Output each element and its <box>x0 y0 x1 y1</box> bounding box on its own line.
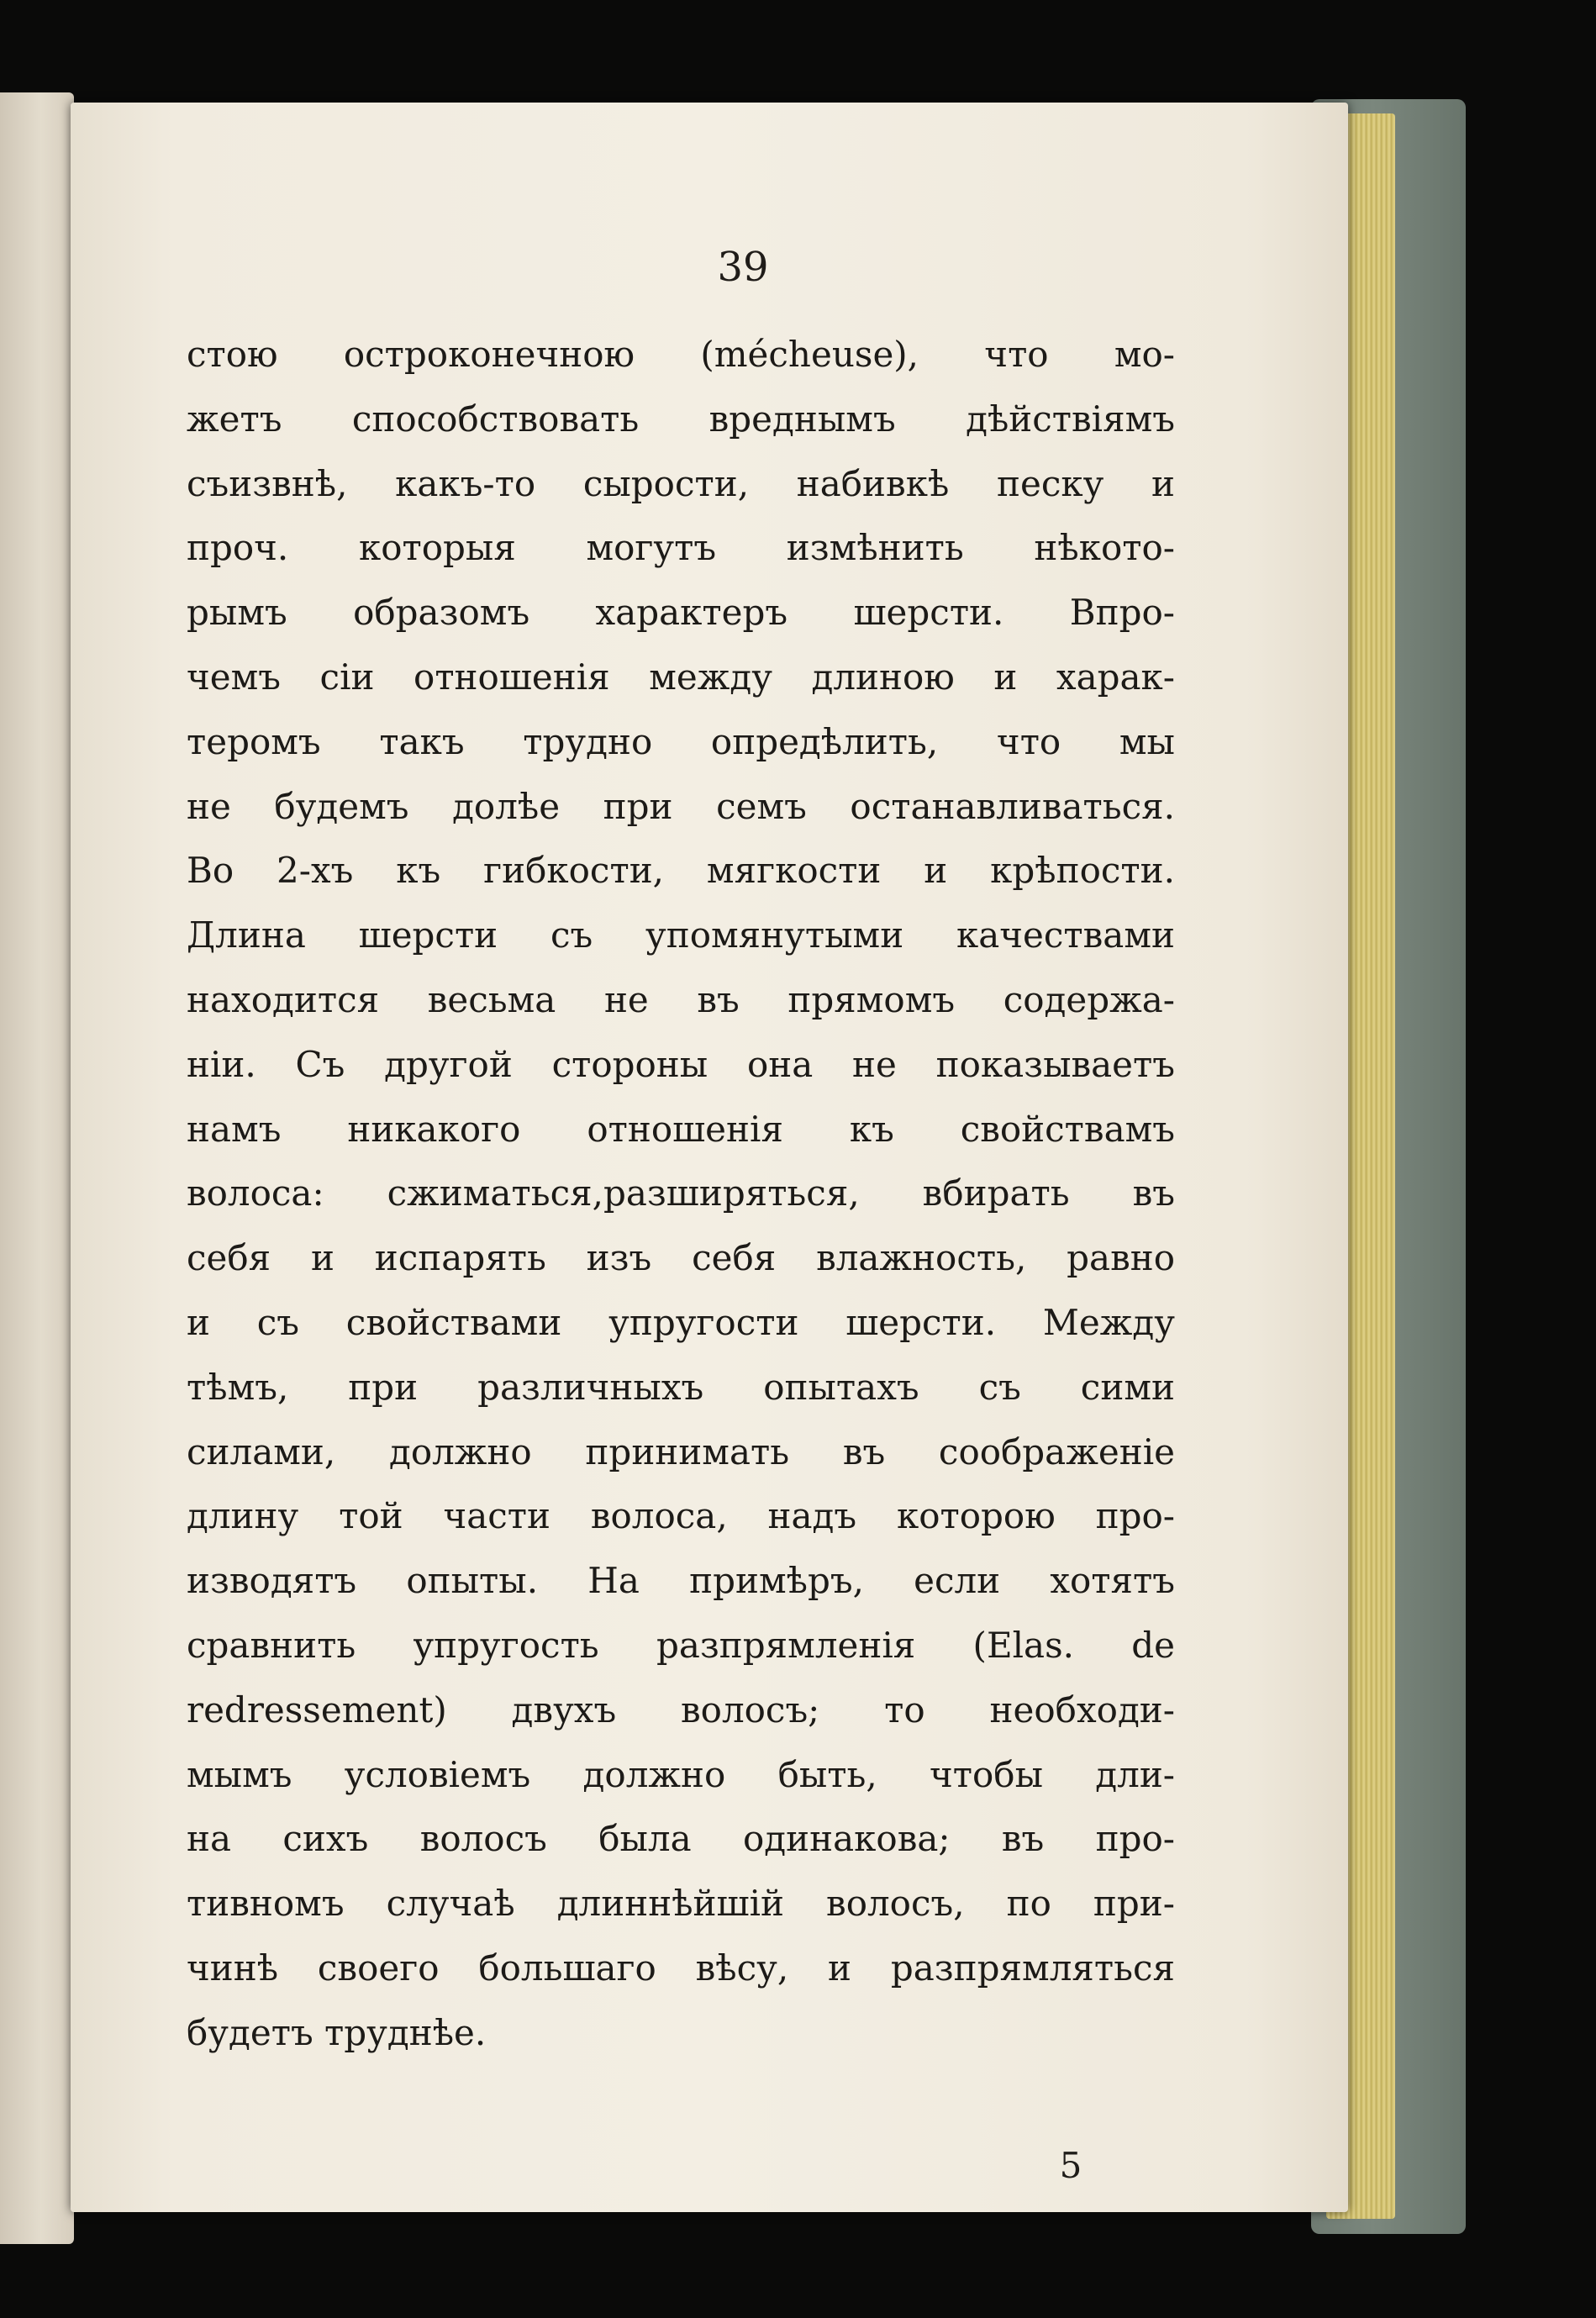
text-line: рымъ образомъ характеръ шерсти. Впро- <box>187 592 1175 634</box>
text-line: Во 2-хъ къ гибкости, мягкости и крѣпости. <box>187 850 1175 892</box>
text-line: силами, должно принимать въ соображеніе <box>187 1430 1175 1472</box>
text-line: будетъ труднѣе. <box>187 2011 487 2053</box>
text-line: чемъ сіи отношенія между длиною и харак- <box>187 656 1175 698</box>
text-line: длину той части волоса, надъ которою про- <box>187 1495 1175 1537</box>
text-line: волоса: сжиматься,разширяться, вбирать въ <box>187 1172 1175 1214</box>
text-line: мымъ условіемъ должно быть, чтобы дли- <box>187 1753 1175 1795</box>
text-line: тивномъ случаѣ длиннѣйшій волосъ, по при- <box>187 1883 1175 1925</box>
text-line: redressement) двухъ волосъ; то необходи- <box>187 1688 1175 1731</box>
text-line: сравнить упругость разпрямленія (Elas. de <box>187 1624 1175 1666</box>
signature-mark: 5 <box>1059 2145 1082 2186</box>
text-line: себя и испарять изъ себя влажность, равно <box>187 1237 1175 1279</box>
text-line: проч. которыя могутъ измѣнить нѣкото- <box>187 527 1175 569</box>
text-line: теромъ такъ трудно опредѣлить, что мы <box>187 720 1175 762</box>
body-text <box>187 323 1175 2066</box>
text-line: тѣмъ, при различныхъ опытахъ съ сими <box>187 1366 1175 1408</box>
previous-page-edge <box>0 92 74 2244</box>
text-line: не будемъ долѣе при семъ останавливаться. <box>187 785 1175 827</box>
text-line: намъ никакого отношенія къ свойствамъ <box>187 1108 1175 1150</box>
text-line: на сихъ волосъ была одинакова; въ про- <box>187 1818 1175 1860</box>
text-line: ніи. Съ другой стороны она не показываетъ <box>187 1043 1175 1085</box>
text-line: съизвнѣ, какъ-то сырости, набивкѣ песку и <box>187 462 1175 504</box>
text-line: находится весьма не въ прямомъ содержа- <box>187 978 1175 1020</box>
text-line: стою остроконечною (mécheuse), что мо- <box>187 334 1175 375</box>
text-line: изводятъ опыты. На примѣръ, если хотятъ <box>187 1560 1175 1602</box>
text-line: чинѣ своего большаго вѣсу, и разпрямляться <box>187 1947 1175 1989</box>
book-page <box>71 103 1348 2212</box>
text-line: и съ свойствами упругости шерсти. Между <box>187 1301 1175 1343</box>
text-line: Длина шерсти съ упомянутыми качествами <box>187 914 1175 956</box>
page-number: 39 <box>717 244 769 291</box>
text-line: жетъ способствовать вреднымъ дѣйствіямъ <box>187 398 1175 440</box>
